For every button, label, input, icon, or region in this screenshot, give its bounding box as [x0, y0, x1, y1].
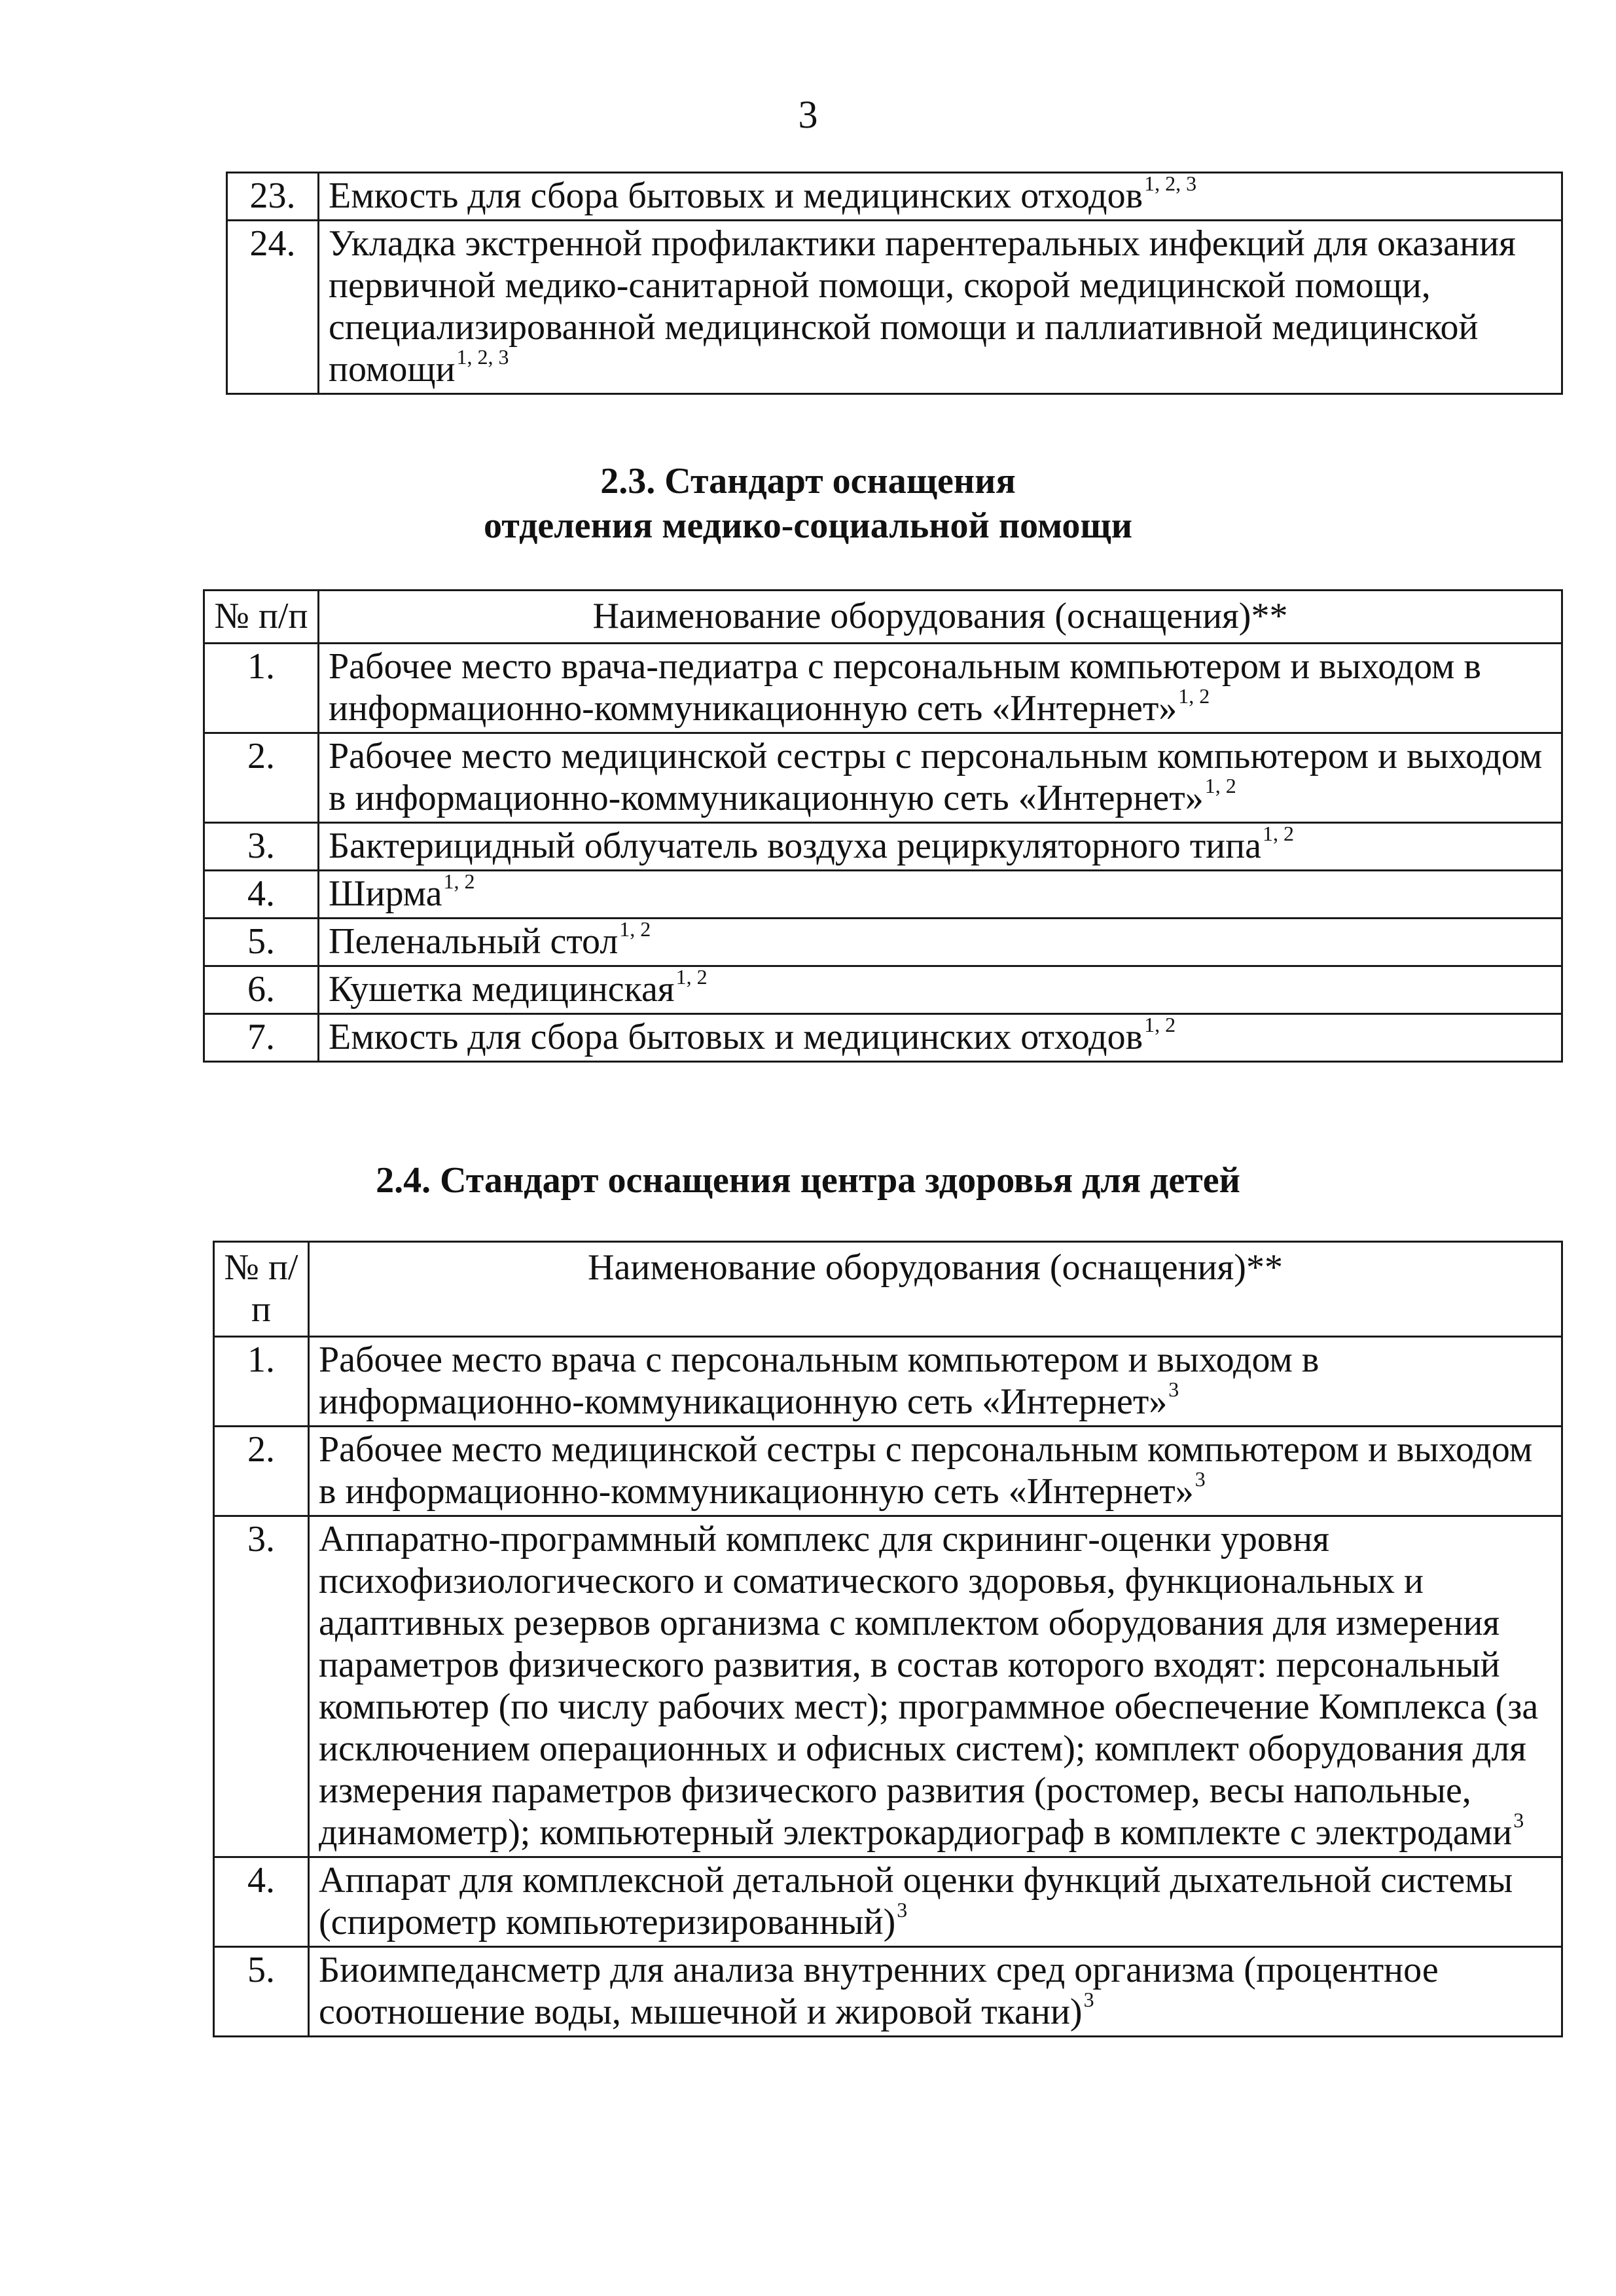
table-row: [214, 1857, 1562, 1947]
table-row: [214, 1947, 1562, 2037]
table-row: [214, 1337, 1562, 1427]
table-row: [204, 966, 1562, 1014]
footnote-ref: 3: [1194, 1467, 1206, 1491]
footnote-ref: 3: [897, 1898, 908, 1922]
row-number: 1.: [214, 1337, 309, 1427]
table-row: [204, 919, 1562, 966]
equipment-name: Емкость для сбора бытовых и медицинских отходов$^{1, 2}$: [319, 1014, 1562, 1062]
equipment-name: Рабочее место медицинской сестры с персональным компьютером и выходом в информационно-коммуникационную сеть «Интернет»$^3$: [309, 1427, 1562, 1516]
table-row: [227, 221, 1562, 394]
table-row: [204, 871, 1562, 919]
equipment-name: Рабочее место медицинской сестры с персональным компьютером и выходом в информационно-коммуникационную сеть «Интернет»$^{1, 2}$: [319, 733, 1562, 823]
row-number: 6.: [204, 966, 319, 1014]
section-2-4-title: 2.4. Стандарт оснащения центра здоровья для детей: [376, 1160, 1240, 1201]
footnote-ref: 1, 2: [1144, 1013, 1176, 1036]
section-2-3-title-line1: 2.3. Стандарт оснащения: [600, 461, 1016, 501]
footnote-ref: 1, 2, 3: [456, 345, 509, 369]
equipment-name: Аппарат для комплексной детальной оценки функций дыхательной системы (спирометр компьютеризированный)$^3$: [309, 1857, 1562, 1947]
equipment-name: Кушетка медицинская$^{1, 2}$: [319, 966, 1562, 1014]
row-number: 5.: [204, 919, 319, 966]
table-row: [214, 1427, 1562, 1516]
footnote-ref: 1, 2: [675, 965, 708, 989]
table-continued: [226, 172, 1563, 395]
footnote-ref: 3: [1513, 1808, 1524, 1832]
equipment-name: Бактерицидный облучатель воздуха рециркуляторного типа$^{1, 2}$: [319, 823, 1562, 871]
table-row: [204, 733, 1562, 823]
row-number: 2.: [204, 733, 319, 823]
row-number: 3.: [204, 823, 319, 871]
footnote-ref: 3: [1083, 1988, 1094, 2011]
footnote-ref: 1, 2: [1204, 774, 1236, 797]
equipment-name: Укладка экстренной профилактики парентеральных инфекций для оказания первичной медико-санитарной помощи, скорой медицинской помощи, специализированной медицинской помощи и паллиативной медицинской помощи$^{1, 2, 3}$: [319, 221, 1562, 394]
header-name: Наименование оборудования (оснащения)**: [319, 591, 1562, 644]
row-number: 4.: [204, 871, 319, 919]
table-row: [204, 823, 1562, 871]
page-number: 3: [798, 93, 818, 136]
row-number: 24.: [227, 221, 319, 394]
equipment-name: Пеленальный стол$^{1, 2}$: [319, 919, 1562, 966]
equipment-table-2-4: [213, 1241, 1563, 2037]
footnote-ref: 1, 2: [619, 917, 651, 941]
row-number: 2.: [214, 1427, 309, 1516]
equipment-name: Аппаратно-программный комплекс для скрининг-оценки уровня психофизиологического и соматического здоровья, функциональных и адаптивных резервов организма с комплектом оборудования для измерения параметров физического развития, в состав которого входят: персональный компьютер (по числу рабочих мест); программное обеспечение Комплекса (за исключением операционных и офисных систем); комплект оборудования для измерения параметров физического развития (ростомер, весы напольные, динамометр); компьютерный электрокардиограф в комплекте с электродами$^3$: [309, 1516, 1562, 1857]
header-number: № п/п: [214, 1242, 309, 1337]
equipment-name: Рабочее место врача с персональным компьютером и выходом в информационно-коммуникационную сеть «Интернет»$^3$: [309, 1337, 1562, 1427]
table-row: [227, 173, 1562, 221]
footnote-ref: 1, 2, 3: [1144, 172, 1197, 195]
equipment-table-2-3: [203, 589, 1563, 1063]
table-row: [214, 1516, 1562, 1857]
footnote-ref: 1, 2: [443, 869, 475, 893]
section-2-3-title-line2: отделения медико-социальной помощи: [484, 505, 1132, 546]
row-number: 5.: [214, 1947, 309, 2037]
equipment-name: Рабочее место врача-педиатра с персональным компьютером и выходом в информационно-коммуникационную сеть «Интернет»$^{1, 2}$: [319, 644, 1562, 733]
footnote-ref: 3: [1168, 1377, 1179, 1401]
equipment-name: Ширма$^{1, 2}$: [319, 871, 1562, 919]
footnote-ref: 1, 2: [1178, 684, 1210, 708]
table-header-row: [204, 591, 1562, 644]
footnote-ref: 1, 2: [1262, 822, 1294, 845]
header-name: Наименование оборудования (оснащения)**: [309, 1242, 1562, 1337]
row-number: 7.: [204, 1014, 319, 1062]
row-number: 4.: [214, 1857, 309, 1947]
header-number: № п/п: [204, 591, 319, 644]
row-number: 23.: [227, 173, 319, 221]
equipment-name: Емкость для сбора бытовых и медицинских отходов$^{1, 2, 3}$: [319, 173, 1562, 221]
row-number: 1.: [204, 644, 319, 733]
table-row: [204, 1014, 1562, 1062]
equipment-name: Биоимпедансметр для анализа внутренних сред организма (процентное соотношение воды, мышечной и жировой ткани)$^3$: [309, 1947, 1562, 2037]
table-row: [204, 644, 1562, 733]
table-header-row: [214, 1242, 1562, 1337]
row-number: 3.: [214, 1516, 309, 1857]
